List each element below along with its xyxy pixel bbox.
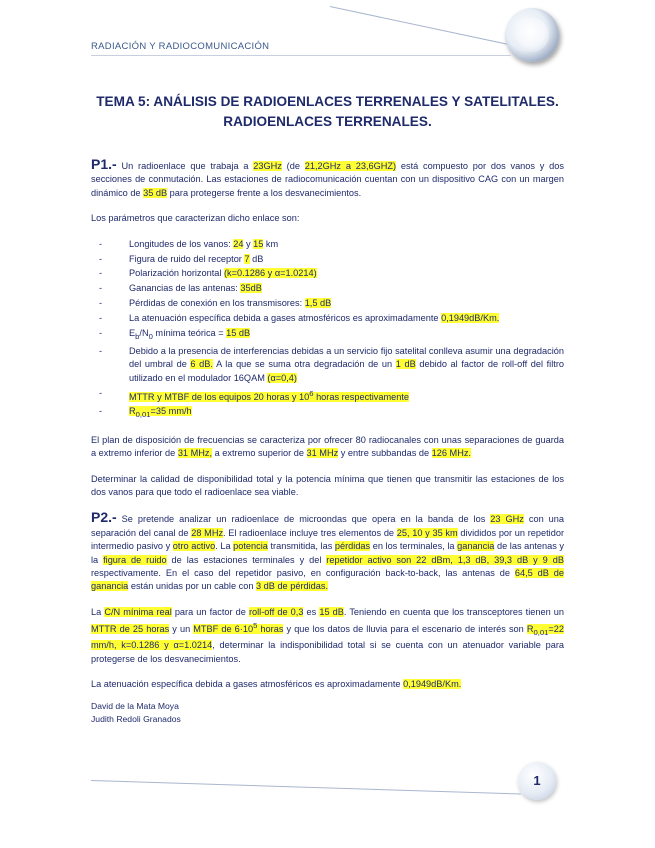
- decorative-orb-icon: [505, 8, 559, 62]
- problem-1-task: Determinar la calidad de disponibilidad total y la potencia mínima que tienen que transmitir las estaciones de los dos vanos para que todo el radioenlace sea viable.: [91, 473, 564, 497]
- list-item: - Figura de ruido del receptor 7 dB: [99, 253, 264, 264]
- list-item: - MTTR y MTBF de los equipos 20 horas y $10^6$ horas respectivamente: [99, 387, 410, 402]
- running-header: RADIACIÓN Y RADIOCOMUNICACIÓN: [91, 41, 270, 52]
- list-item: - $E_b/N_0$ mínima teórica = 15 dB: [99, 328, 251, 341]
- list-item: - Debido a la presencia de interferencias debidas a un servicio fijo satelital conlleva asumir una degradación del umbral de 6 dB. A la que se suma otra degradación de un 1 dB debido al factor de roll-off del filtro utilizado en el modulador 16QAM (α=0,4): [99, 345, 564, 383]
- page-number: 1: [518, 762, 556, 800]
- decorative-line: [330, 6, 526, 49]
- parameter-list: [91, 238, 564, 422]
- problem-2-attenuation: La atenuación específica debida a gases atmosféricos es aproximadamente 0,1949dB/Km.: [91, 679, 462, 690]
- header-rule: [91, 55, 511, 56]
- list-item: - La atenuación específica debida a gases atmosféricos es aproximadamente 0,1949dB/Km.: [99, 313, 500, 324]
- problem-1-intro: P1.- Un radioenlace que trabaja a 23GHz (de 21,2GHz a 23,6GHZ) está compuesto por dos vanos y dos secciones de conmutación. Las estaciones de radiocomunicación cuentan con un dispositivo CAG con un margen dinámico de 35 dB para protegerse frente a los desvanecimientos.: [91, 156, 564, 198]
- params-intro: Los parámetros que caracterizan dicho enlace son:: [91, 213, 300, 224]
- title-line-1: TEMA 5: ANÁLISIS DE RADIOENLACES TERRENALES Y SATELITALES.: [96, 94, 559, 109]
- list-item: - Pérdidas de conexión en los transmisores: 1,5 dB: [99, 298, 332, 309]
- problem-1-label: P1.-: [91, 156, 117, 172]
- problem-2-body: P2.- Se pretende analizar un radioenlace de microondas que opera en la banda de los 23 GHz con una separación del canal de 28 MHz. El radioenlace incluye tres elementos de 25, 10 y 35 km divididos por un repetidor intermedio pasivo y otro activo. La potencia transmitida, las pérdidas en los terminales, la ganancia de las antenas y la figura de ruido de las estaciones terminales y del repetidor activo son 22 dBm, 1,3 dB, 39,3 dB y 9 dB respectivamente. En el caso del repetidor pasivo, en configuración back-to-back, las antenas de 64,5 dB de ganancia están unidas por un cable con 3 dB de pérdidas.: [91, 509, 565, 592]
- list-item: - $R_{0,01}=35$ mm/h: [99, 406, 192, 420]
- footer-rule: [91, 780, 521, 795]
- problem-2-label: P2.-: [91, 509, 117, 526]
- authors: [91, 700, 564, 726]
- document-body: [91, 158, 564, 726]
- list-item: - Polarización horizontal (k=0.1286 y α=1.0214): [99, 268, 317, 279]
- author-1: David de la Mata Moya: [91, 700, 179, 711]
- list-item: - Longitudes de los vanos: 24 y 15 km: [99, 238, 279, 249]
- author-2: Judith Redoli Granados: [91, 713, 181, 724]
- problem-2-body-2: La C/N mínima real para un factor de roll-off de 0,3 es 15 dB. Teniendo en cuenta que los transceptores tienen un MTTR de 25 horas y un MTBF de $6\cdot 10^5$ horas y que los datos de lluvia para el escenario de interés son $R_{0,01}=22$ mm/h, k=0.1286 y α=1.0214, determinar la indisponibilidad total si se cuenta con un atenuador variable para protegerse de los desvanecimientos.: [91, 606, 564, 664]
- list-item: - Ganancias de las antenas: 35dB: [99, 283, 262, 294]
- page-title: [60, 92, 595, 132]
- frequency-plan: El plan de disposición de frecuencias se caracteriza por ofrecer 80 radiocanales con unas separaciones de guarda a extremo inferior de 31 MHz, a extremo superior de 31 MHz y entre subbandas de 126 MHz.: [91, 434, 564, 459]
- title-line-2: RADIOENLACES TERRENALES.: [223, 114, 432, 129]
